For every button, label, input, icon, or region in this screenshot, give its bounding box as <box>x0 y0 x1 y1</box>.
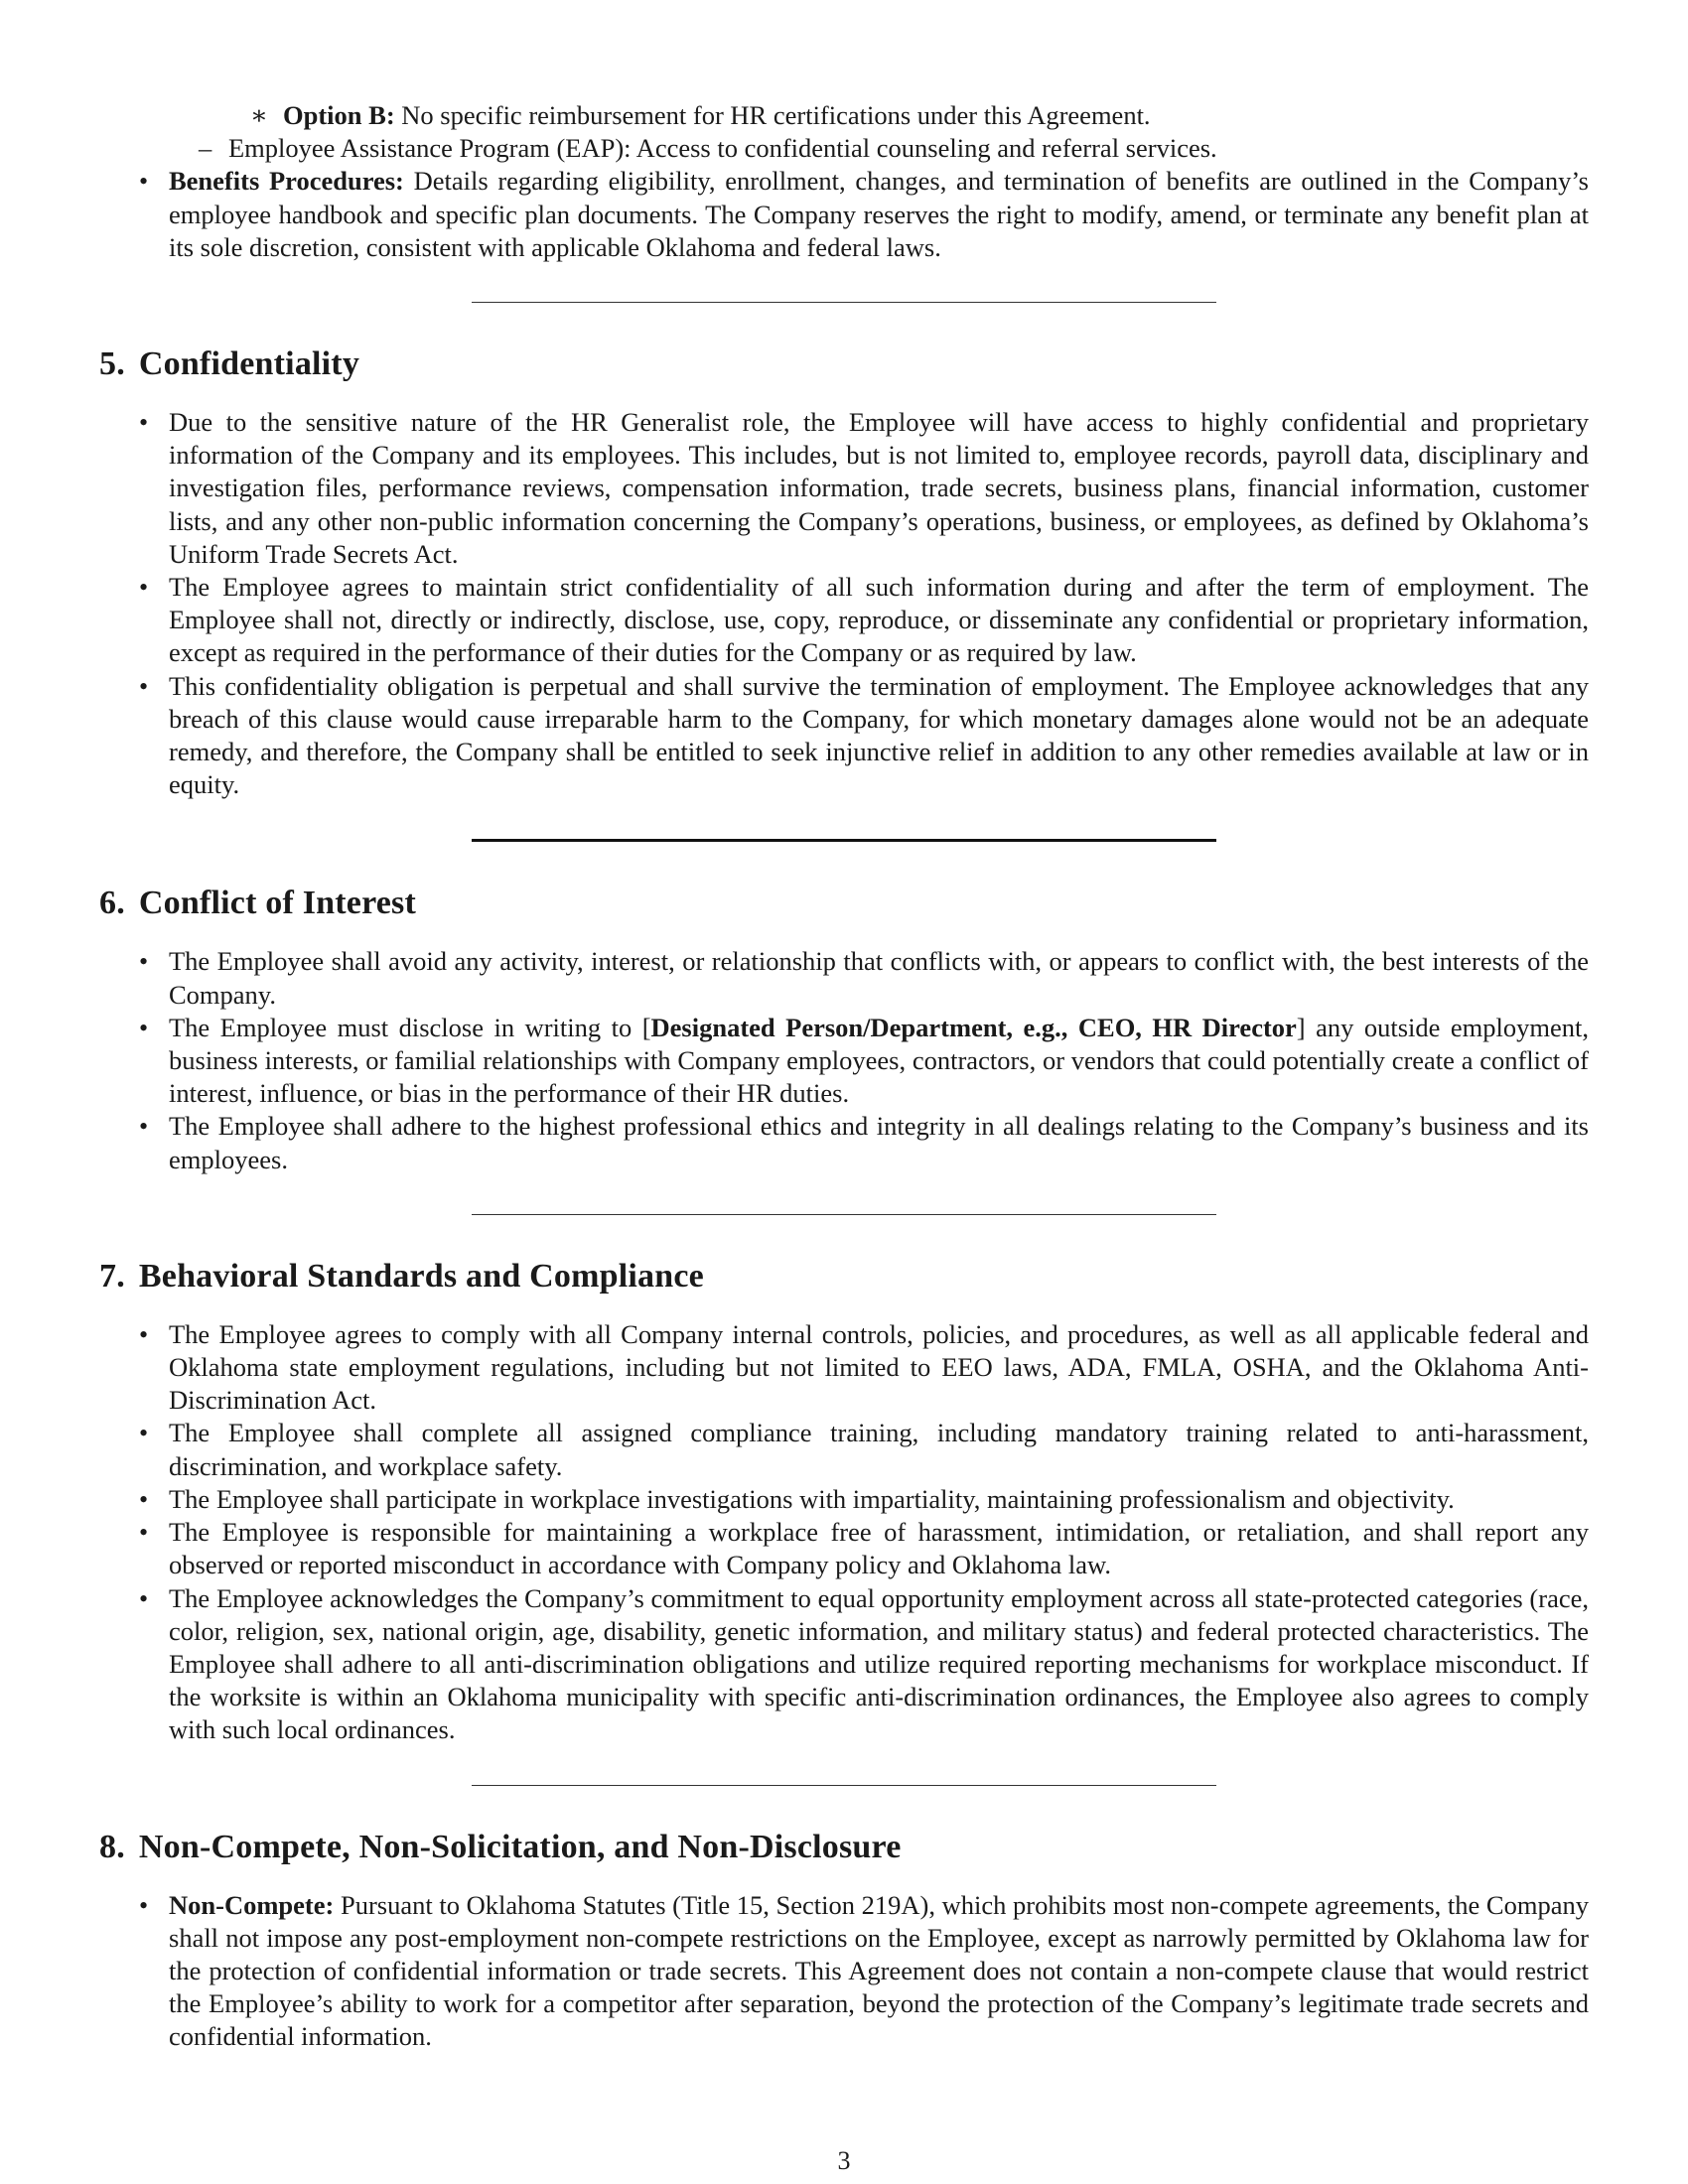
benefits-label: Benefits Procedures: <box>169 166 404 197</box>
list-item: • The Employee is responsible for maintaining a workplace free of harassment, intimidation, or retaliation, and shall report any observed or reported misconduct in accordance with Company policy and Oklahoma law. <box>99 1516 1589 1581</box>
list-item: • The Employee agrees to maintain strict confidentiality of all such information during and after the term of employment. The Employee shall not, directly or indirectly, disclose, use, copy, reproduce, or disseminate any confidential or proprietary information, except as required in the performance of their duties for the Company or as required by law. <box>99 571 1589 670</box>
list-item-eap <box>99 132 1589 165</box>
list-item: • The Employee shall participate in workplace investigations with impartiality, maintaining professionalism and objectivity. <box>99 1483 1589 1516</box>
designated-person-placeholder: Designated Person/Department, e.g., CEO, HR Director <box>650 1012 1297 1042</box>
section-heading-confidentiality: 5. Confidentiality <box>99 345 360 383</box>
list-item: • The Employee agrees to comply with all Company internal controls, policies, and procedures, as well as all applicable federal and Oklahoma state employment regulations, including but not limited to EEO laws, ADA, FMLA, OSHA, and the Oklahoma Anti-Discrimination Act. <box>99 1318 1589 1418</box>
confidentiality-list <box>99 406 1589 801</box>
list-item: • The Employee shall complete all assigned compliance training, including mandatory training related to anti-harassment, discrimination, and workplace safety. <box>99 1417 1589 1482</box>
list-item: • Non-Compete: Pursuant to Oklahoma Statutes (Title 15, Section 219A), which prohibits most non-compete agreements, the Company shall not impose any post-employment non-compete restrictions on the Employee, except as narrowly permitted by Oklahoma law for the protection of confidential information or trade secrets. This Agreement does not contain a non-compete clause that would restrict the Employee’s ability to work for a competitor after separation, beyond the protection of the Company’s legitimate trade secrets and confidential information. <box>99 1889 1589 2054</box>
benefits-text: Details regarding eligibility, enrollment, changes, and termination of benefits are outlined in the Company’s employee handbook and specific plan documents. The Company reserves the right to modify, amend, or terminate any benefit plan at its sole discretion, consistent with applicable Oklahoma and federal laws. <box>169 166 1589 262</box>
eap-text: Employee Assistance Program (EAP): Access to confidential counseling and referral services. <box>228 133 1217 164</box>
list-item: • The Employee must disclose in writing to [Designated Person/Department, e.g., CEO, HR Director] any outside employment, business interests, or familial relationships with Company employees, contractors, or vendors that could potentially create a conflict of interest, influence, or bias in the performance of their HR duties. <box>99 1012 1589 1111</box>
list-item: • This confidentiality obligation is perpetual and shall survive the termination of employment. The Employee acknowledges that any breach of this clause would cause irreparable harm to the Company, for which monetary damages alone would not be an adequate remedy, and therefore, the Company shall be entitled to seek injunctive relief in addition to any other remedies available at law or in equity. <box>99 670 1589 802</box>
benefits-list <box>99 165 1589 264</box>
section-heading-conflict-of-interest: 6. Conflict of Interest <box>99 885 416 922</box>
section-heading-behavioral-standards: 7. Behavioral Standards and Compliance <box>99 1257 704 1295</box>
list-item: • The Employee acknowledges the Company’s commitment to equal opportunity employment across all state-protected categories (race, color, religion, sex, national origin, age, disability, genetic information, and military status) and federal protected characteristics. The Employee shall adhere to all anti-discrimination obligations and utilize required reporting mechanisms for workplace misconduct. If the worksite is within an Oklahoma municipality with specific anti-discrimination ordinances, the Employee also agrees to comply with such local ordinances. <box>99 1582 1589 1747</box>
dash-bullet-icon: – <box>199 133 212 164</box>
non-compete-list <box>99 1889 1589 2054</box>
list-item-benefits-procedures <box>99 165 1589 264</box>
behavioral-standards-list <box>99 1318 1589 1747</box>
option-b-text: No specific reimbursement for HR certifications under this Agreement. <box>394 100 1151 130</box>
page-number: 3 <box>837 2146 851 2175</box>
conflict-of-interest-list <box>99 945 1589 1175</box>
asterisk-bullet-icon: ∗ <box>250 100 269 130</box>
section-heading-non-compete: 8. Non-Compete, Non-Solicitation, and Non-Disclosure <box>99 1828 902 1865</box>
option-b-label: Option B: <box>283 100 395 130</box>
non-compete-label: Non-Compete: <box>169 1889 335 1920</box>
page-content <box>99 99 1589 2054</box>
list-item: • Due to the sensitive nature of the HR Generalist role, the Employee will have access to highly confidential and proprietary information of the Company and its employees. This includes, but is not limited to, employee records, payroll data, disciplinary and investigation files, performance reviews, compensation information, trade secrets, business plans, financial information, customer lists, and any other non-public information concerning the Company’s operations, business, or employees, as defined by Oklahoma’s Uniform Trade Secrets Act. <box>99 406 1589 571</box>
list-item: • The Employee shall avoid any activity, interest, or relationship that conflicts with, or appears to conflict with, the best interests of the Company. <box>99 945 1589 1011</box>
list-item-option-b <box>99 99 1589 132</box>
list-item: • The Employee shall adhere to the highest professional ethics and integrity in all dealings relating to the Company’s business and its employees. <box>99 1110 1589 1175</box>
